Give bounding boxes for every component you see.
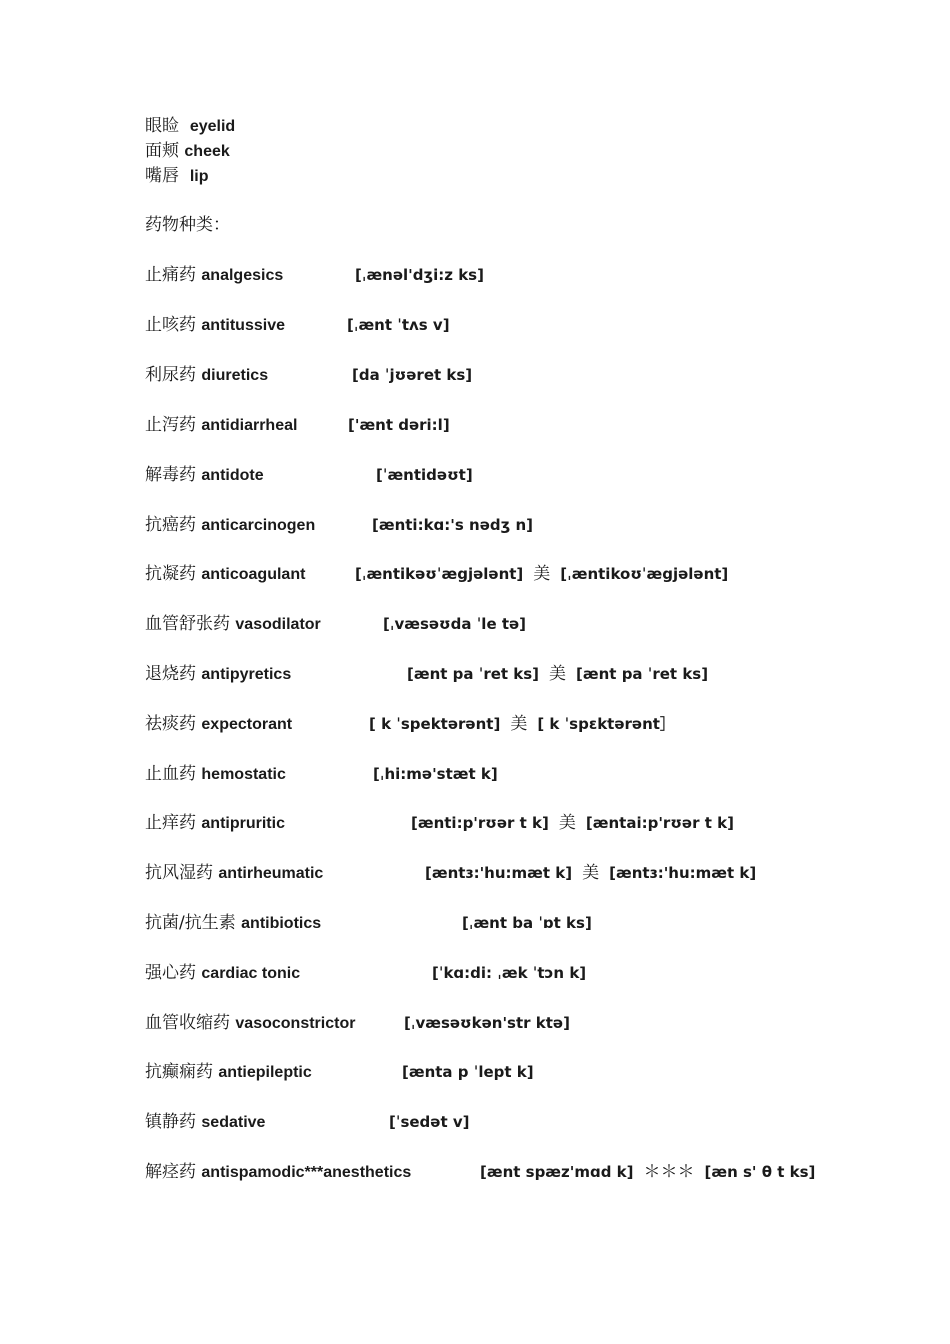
phonetic-uk: [ænti:kɑ:'s nədʒ n]	[372, 516, 533, 534]
drug-chinese: 抗癫痫药	[145, 1062, 213, 1082]
drug-chinese: 抗风湿药	[145, 863, 213, 883]
body-part-row	[145, 140, 230, 163]
drug-english: expectorant	[201, 716, 293, 733]
us-label: 美	[533, 564, 551, 584]
phonetic-uk: [da ˈjʊəret ks]	[352, 366, 473, 384]
phonetic-uk: [ˌvæsəʊkən'str ktə]	[404, 1014, 570, 1032]
drug-chinese: 止泻药	[145, 415, 196, 435]
phonetic-group	[355, 563, 728, 585]
phonetic-us: [æn s' θ t ks]	[704, 1163, 816, 1181]
us-label: 美	[549, 664, 567, 684]
phonetic-us: [æntɜ:'hu:mæt k]	[609, 864, 757, 882]
drug-chinese: 强心药	[145, 963, 196, 983]
drug-english: antitussive	[201, 317, 285, 334]
us-label: 美	[582, 863, 600, 883]
drug-chinese: 利尿药	[145, 365, 196, 385]
drug-english: anticarcinogen	[201, 517, 316, 534]
body-part-row	[145, 165, 208, 188]
drug-row	[145, 1061, 312, 1084]
phonetic-group	[372, 514, 533, 536]
us-label: ＊＊＊	[643, 1162, 695, 1182]
phonetic-group	[352, 364, 472, 386]
drug-chinese: 血管收缩药	[145, 1013, 230, 1033]
drug-chinese: 血管舒张药	[145, 614, 230, 634]
term-english: eyelid	[189, 118, 236, 135]
drug-row	[145, 314, 285, 337]
phonetic-group	[373, 763, 498, 785]
drug-english: sedative	[201, 1114, 266, 1131]
term-english: lip	[189, 168, 209, 185]
phonetic-uk: [ænt spæz'mɑd k]	[480, 1163, 634, 1181]
phonetic-us: [ˌæntikoʊˈægjələnt]	[560, 565, 729, 583]
phonetic-group	[348, 414, 450, 436]
drug-row	[145, 862, 323, 885]
drug-chinese: 止血药	[145, 764, 196, 784]
drug-row	[145, 1012, 355, 1035]
phonetic-group	[355, 264, 484, 286]
drug-english: antirheumatic	[218, 865, 324, 882]
phonetic-uk: [ænta p ˈlept k]	[402, 1063, 534, 1081]
drug-row	[145, 663, 291, 686]
drug-english: vasoconstrictor	[235, 1015, 356, 1032]
us-label: 美	[558, 813, 576, 833]
phonetic-group	[432, 962, 586, 984]
drug-row	[145, 563, 305, 586]
drug-row	[145, 812, 285, 835]
drug-chinese: 止痛药	[145, 265, 196, 285]
phonetic-group	[462, 912, 592, 934]
phonetic-uk: ['ænt dəri:l]	[348, 416, 450, 434]
drug-english: anticoagulant	[201, 566, 306, 583]
phonetic-group	[376, 464, 473, 486]
phonetic-uk: [ˌænt ˈtʌs v]	[347, 316, 450, 334]
drug-english: antibiotics	[241, 915, 322, 932]
phonetic-group	[411, 812, 734, 834]
phonetic-group	[347, 314, 450, 336]
section-heading: 药物种类：	[145, 215, 230, 235]
term-chinese: 嘴唇	[145, 166, 179, 186]
phonetic-uk: [ˈæntidəʊt]	[376, 466, 473, 484]
drug-english: analgesics	[201, 267, 284, 284]
phonetic-group	[480, 1161, 815, 1183]
phonetic-group	[389, 1111, 470, 1133]
drug-chinese: 止痒药	[145, 813, 196, 833]
phonetic-us: [ænt pa ˈret ks]	[576, 665, 709, 683]
drug-chinese: 止咳药	[145, 315, 196, 335]
drug-english: antiepileptic	[218, 1064, 312, 1081]
drug-row	[145, 912, 321, 935]
drug-english: vasodilator	[235, 616, 321, 633]
phonetic-group	[383, 613, 526, 635]
drug-row	[145, 364, 268, 387]
drug-row	[145, 1161, 411, 1184]
term-chinese: 面颊	[145, 141, 179, 161]
drug-row	[145, 763, 286, 786]
phonetic-group	[402, 1061, 534, 1083]
phonetic-group	[425, 862, 756, 884]
drug-row	[145, 962, 300, 985]
drug-english: cardiac tonic	[201, 965, 301, 982]
drug-chinese: 抗凝药	[145, 564, 196, 584]
drug-chinese: 祛痰药	[145, 714, 196, 734]
drug-english: diuretics	[201, 367, 269, 384]
phonetic-group	[404, 1012, 570, 1034]
drug-row	[145, 414, 297, 437]
drug-chinese: 抗癌药	[145, 515, 196, 535]
drug-chinese: 退烧药	[145, 664, 196, 684]
phonetic-uk: [ˌænt ba ˈɒt ks]	[462, 914, 592, 932]
drug-chinese: 镇静药	[145, 1112, 196, 1132]
drug-row	[145, 713, 292, 736]
phonetic-uk: [ˌæntikəʊˈægjələnt]	[355, 565, 524, 583]
drug-english: hemostatic	[201, 766, 286, 783]
term-chinese: 眼睑	[145, 116, 179, 136]
phonetic-uk: [ˈsedət v]	[389, 1113, 470, 1131]
term-english: cheek	[184, 143, 230, 160]
phonetic-uk: [ænti:p'rʊər t k]	[411, 814, 549, 832]
phonetic-us: [æntai:p'rʊər t k]	[585, 814, 734, 832]
drug-chinese: 抗菌/抗生素	[145, 913, 236, 933]
phonetic-uk: [ˌvæsəʊda ˈle tə]	[383, 615, 527, 633]
phonetic-uk: [ænt pa ˈret ks]	[407, 665, 540, 683]
phonetic-uk: [ˈkɑ:di: ˌæk ˈtɔn k]	[432, 964, 587, 982]
body-part-row	[145, 115, 235, 138]
drug-english: antidiarrheal	[201, 417, 298, 434]
phonetic-us: [ k ˈspɛktərənt］	[537, 715, 675, 733]
drug-row	[145, 264, 283, 287]
us-label: 美	[510, 714, 528, 734]
drug-english: antispamodic***anesthetics	[201, 1164, 412, 1181]
phonetic-uk: [ k ˈspektərənt]	[369, 715, 501, 733]
phonetic-uk: [æntɜ:'hu:mæt k]	[425, 864, 573, 882]
drug-chinese: 解痉药	[145, 1162, 196, 1182]
phonetic-uk: [ˌhi:mə'stæt k]	[373, 765, 498, 783]
phonetic-group	[407, 663, 708, 685]
drug-english: antidote	[201, 467, 264, 484]
drug-row	[145, 464, 264, 487]
drug-row	[145, 613, 321, 636]
phonetic-uk: [ˌænəl'dʒi:z ks]	[355, 266, 484, 284]
drug-row	[145, 1111, 265, 1134]
phonetic-group	[369, 713, 675, 735]
drug-english: antipyretics	[201, 666, 292, 683]
drug-english: antipruritic	[201, 815, 285, 832]
drug-chinese: 解毒药	[145, 465, 196, 485]
drug-row	[145, 514, 315, 537]
